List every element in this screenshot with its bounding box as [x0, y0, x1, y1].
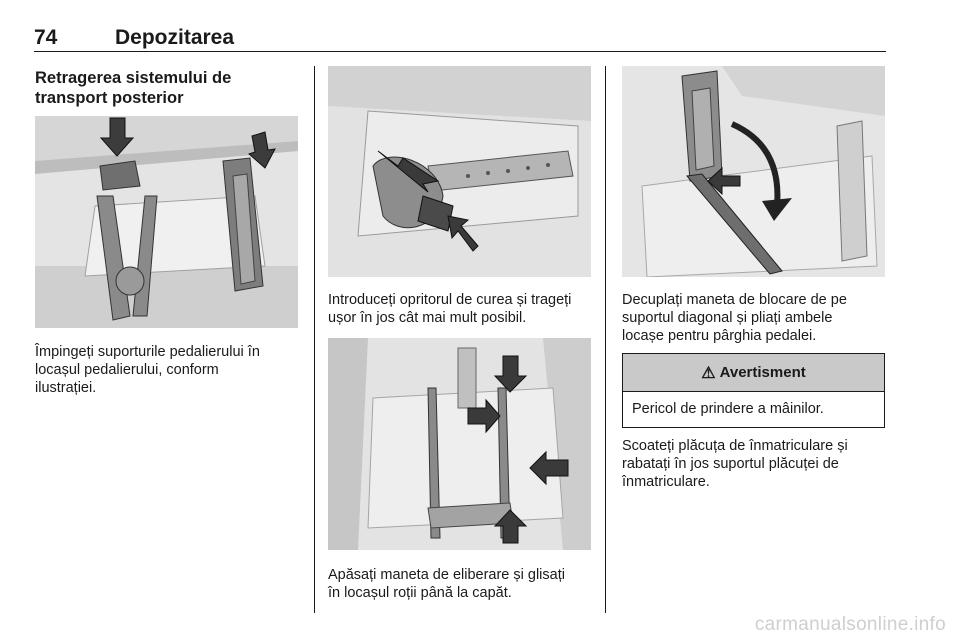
right-caption-top: Decuplați maneta de blocare de pe suportul diagonal și pliați ambele locașe pentru pârghia pedalei. — [622, 292, 847, 344]
page-header — [34, 22, 886, 52]
chapter-title: Depozitarea — [115, 26, 235, 49]
warning-box — [622, 353, 885, 428]
middle-caption-top: Introduceți opritorul de curea și trageți ușor în jos cât mai mult posibil. — [328, 292, 572, 326]
warning-triangle-icon: ⚠ — [701, 364, 716, 382]
warning-text: Pericol de prindere a mâinilor. — [632, 401, 824, 417]
figure-belt-stopper — [328, 66, 591, 277]
figure-pedal-holders — [35, 116, 298, 328]
middle-caption-bottom: Apăsați maneta de eliberare și glisați în locașul roții până la capăt. — [328, 567, 565, 601]
figure-release-lever — [328, 338, 591, 550]
page-number: 74 — [34, 26, 58, 49]
right-caption-bottom: Scoateți plăcuța de înmatriculare și rabatați în jos suportul plăcuței de înmatriculare. — [622, 438, 848, 490]
left-caption: Împingeți suporturile pedalierului în locașul pedalierului, conform ilustrației. — [35, 344, 260, 396]
figure-locking-lever — [622, 66, 885, 277]
section-heading: Retragerea sistemului de transport posterior — [35, 69, 232, 107]
watermark: carmanualsonline.info — [754, 614, 946, 635]
column-divider-1 — [314, 66, 315, 613]
column-divider-2 — [605, 66, 606, 613]
warning-title: ⚠ Avertisment — [623, 354, 884, 392]
